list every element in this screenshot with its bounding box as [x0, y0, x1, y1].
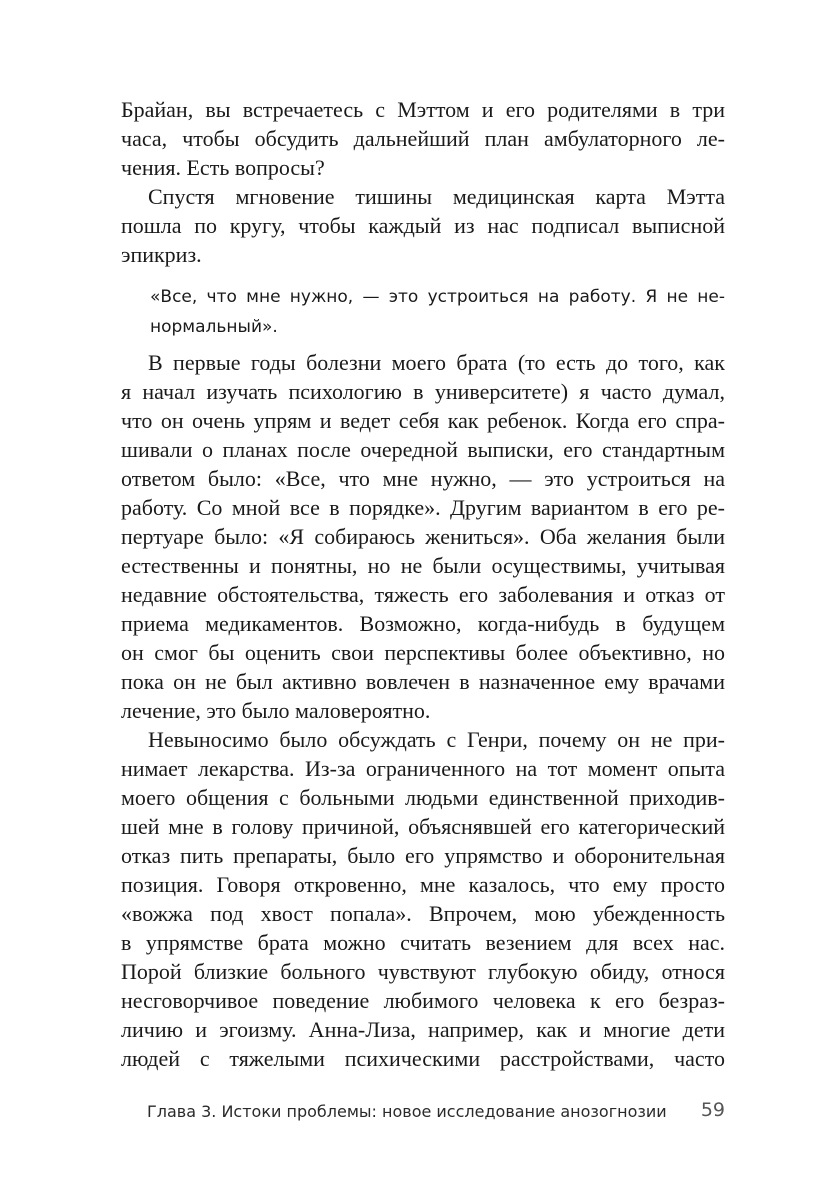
paragraph-1	[121, 95, 725, 182]
text-line: позиция. Говоря откровенно, мне казалось, что ему просто	[121, 872, 725, 897]
text-line: естественны и понятны, но не были осуществимы, учитывая	[121, 553, 725, 578]
text-line: нимает лекарства. Из-за ограниченного на тот момент опыта	[121, 756, 725, 781]
text-line: эпикриз.	[121, 242, 202, 267]
text-line: чения. Есть вопросы?	[121, 155, 325, 180]
text-line: В первые годы болезни моего брата (то есть до того, как	[148, 350, 725, 375]
text-line: работу. Со мной все в порядке». Другим вариантом в его ре-	[121, 495, 725, 520]
text-line: в упрямстве брата можно считать везением для всех нас.	[121, 930, 725, 955]
text-line: личию и эгоизму. Анна-Лиза, например, как и многие дети	[121, 1017, 725, 1042]
paragraph-4	[121, 725, 725, 1073]
text-line: пока он не был активно вовлечен в назначенное ему врачами	[121, 669, 725, 694]
text-line: шей мне в голову причиной, объяснявшей его категорический	[121, 814, 725, 839]
page-footer	[121, 1097, 725, 1127]
text-line: «вожжа под хвост попала». Впрочем, мою убежденность	[121, 901, 725, 926]
text-line: шивали о планах после очередной выписки, его стандартным	[121, 437, 725, 462]
text-line: пертуаре было: «Я собираюсь жениться». Оба желания были	[121, 524, 725, 549]
text-line: я начал изучать психологию в университете) я часто думал,	[121, 379, 725, 404]
text-line: моего общения с больными людьми единственной приходив-	[121, 785, 725, 810]
text-line: лечение, это было маловероятно.	[121, 698, 431, 723]
text-line: ответом было: «Все, что мне нужно, — это устроиться на	[121, 466, 725, 491]
text-line: Порой близкие больного чувствуют глубокую обиду, относя	[121, 959, 725, 984]
epigraph-quote	[150, 282, 725, 342]
quote-line: «Все, что мне нужно, — это устроиться на работу. Я не не-	[150, 287, 725, 307]
text-line: Спустя мгновение тишины медицинская карта Мэтта	[148, 184, 725, 209]
text-line: недавние обстоятельства, тяжесть его заболевания и отказ от	[121, 582, 725, 607]
text-line: Брайан, вы встречаетесь с Мэттом и его родителями в три	[121, 97, 725, 122]
running-title: Глава 3. Истоки проблемы: новое исследование анозогнозии	[147, 1102, 667, 1121]
paragraph-2	[121, 182, 725, 269]
text-line: людей с тяжелыми психическими расстройствами, часто	[121, 1046, 725, 1071]
page-number: 59	[700, 1099, 725, 1121]
text-line: отказ пить препараты, было его упрямство и оборонительная	[121, 843, 725, 868]
text-line: приема медикаментов. Возможно, когда-нибудь в будущем	[121, 611, 725, 636]
paragraph-3	[121, 348, 725, 725]
text-line: что он очень упрям и ведет себя как ребенок. Когда его спра-	[121, 408, 725, 433]
text-line: пошла по кругу, чтобы каждый из нас подписал выписной	[121, 213, 725, 238]
text-line: Невыносимо было обсуждать с Генри, почему он не при-	[148, 727, 725, 752]
text-line: часа, чтобы обсудить дальнейший план амбулаторного ле-	[121, 126, 725, 151]
quote-line: нормальный».	[150, 317, 278, 337]
text-line: несговорчивое поведение любимого человека к его безраз-	[121, 988, 725, 1013]
text-line: он смог бы оценить свои перспективы более объективно, но	[121, 640, 725, 665]
